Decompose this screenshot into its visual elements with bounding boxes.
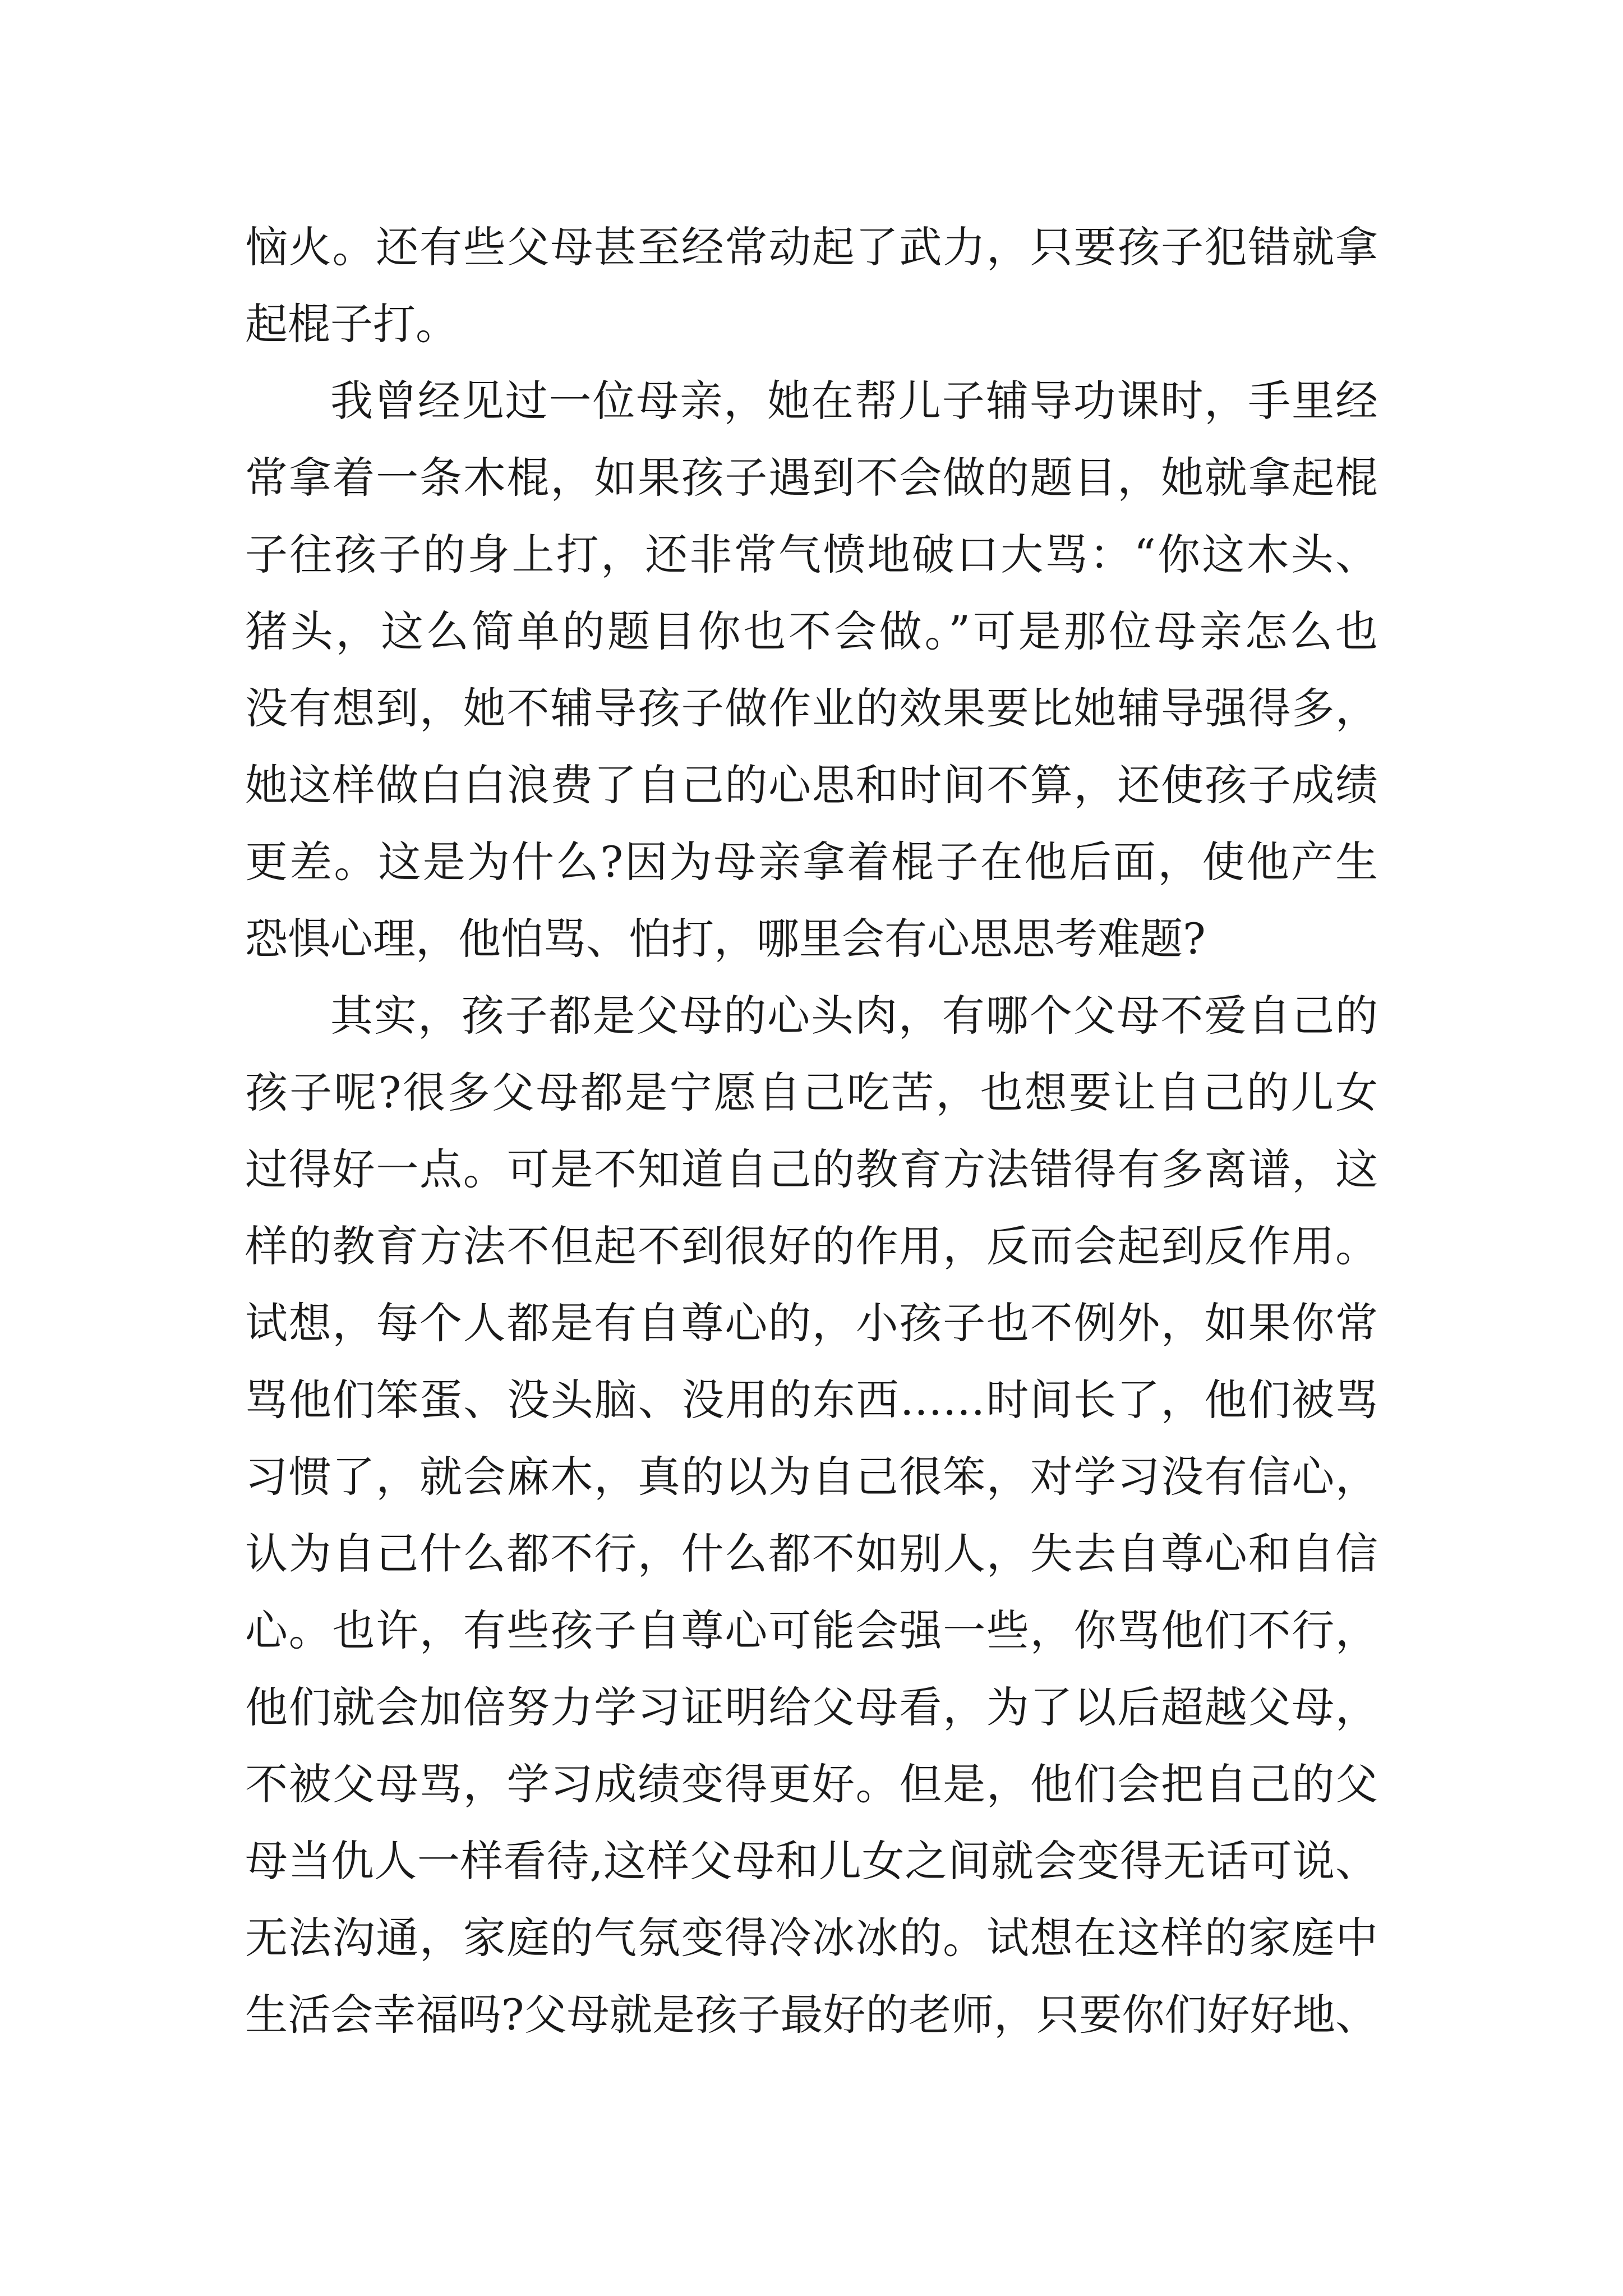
text-line: 骂他们笨蛋、没头脑、没用的东西……时间长了，他们被骂 [245, 1375, 1378, 1425]
text-line: 过得好一点。可是不知道自己的教育方法错得有多离谱，这 [245, 1144, 1378, 1194]
text-line: 恐惧心理，他怕骂、怕打，哪里会有心思思考难题? [245, 914, 1206, 964]
text-line: 母当仇人一样看待,这样父母和儿女之间就会变得无话可说、 [245, 1836, 1378, 1886]
text-line: 不被父母骂，学习成绩变得更好。但是，他们会把自己的父 [245, 1759, 1378, 1809]
text-line: 试想，每个人都是有自尊心的，小孩子也不例外，如果你常 [245, 1298, 1378, 1348]
text-line: 生活会幸福吗?父母就是孩子最好的老师，只要你们好好地、 [245, 1990, 1378, 2040]
text-line: 起棍子打。 [245, 299, 458, 349]
text-line: 无法沟通，家庭的气氛变得冷冰冰的。试想在这样的家庭中 [245, 1913, 1378, 1963]
text-line: 恼火。还有些父母甚至经常动起了武力，只要孩子犯错就拿 [245, 222, 1378, 272]
text-line: 孩子呢?很多父母都是宁愿自己吃苦，也想要让自己的儿女 [245, 1068, 1378, 1117]
text-line: 心。也许，有些孩子自尊心可能会强一些，你骂他们不行， [245, 1605, 1378, 1655]
text-line: 他们就会加倍努力学习证明给父母看，为了以后超越父母， [245, 1682, 1378, 1732]
text-line: 样的教育方法不但起不到很好的作用，反而会起到反作用。 [245, 1221, 1378, 1271]
text-line: 习惯了，就会麻木，真的以为自己很笨，对学习没有信心， [245, 1452, 1378, 1502]
text-line: 常拿着一条木棍，如果孩子遇到不会做的题目，她就拿起棍 [245, 453, 1378, 503]
paragraph-first-line: 我曾经见过一位母亲，她在帮儿子辅导功课时，手里经 [330, 376, 1378, 426]
text-line: 猪头，这么简单的题目你也不会做。”可是那位母亲怎么也 [245, 606, 1378, 656]
text-line: 没有想到，她不辅导孩子做作业的效果要比她辅导强得多， [245, 683, 1378, 733]
text-line: 更差。这是为什么?因为母亲拿着棍子在他后面，使他产生 [245, 837, 1378, 887]
paragraph-first-line: 其实，孩子都是父母的心头肉，有哪个父母不爱自己的 [330, 991, 1378, 1041]
text-line: 子往孩子的身上打，还非常气愤地破口大骂：“你这木头、 [245, 530, 1378, 579]
body-text [245, 209, 1378, 2053]
text-line: 认为自己什么都不行，什么都不如别人，失去自尊心和自信 [245, 1529, 1378, 1579]
text-line: 她这样做白白浪费了自己的心思和时间不算，还使孩子成绩 [245, 760, 1378, 810]
